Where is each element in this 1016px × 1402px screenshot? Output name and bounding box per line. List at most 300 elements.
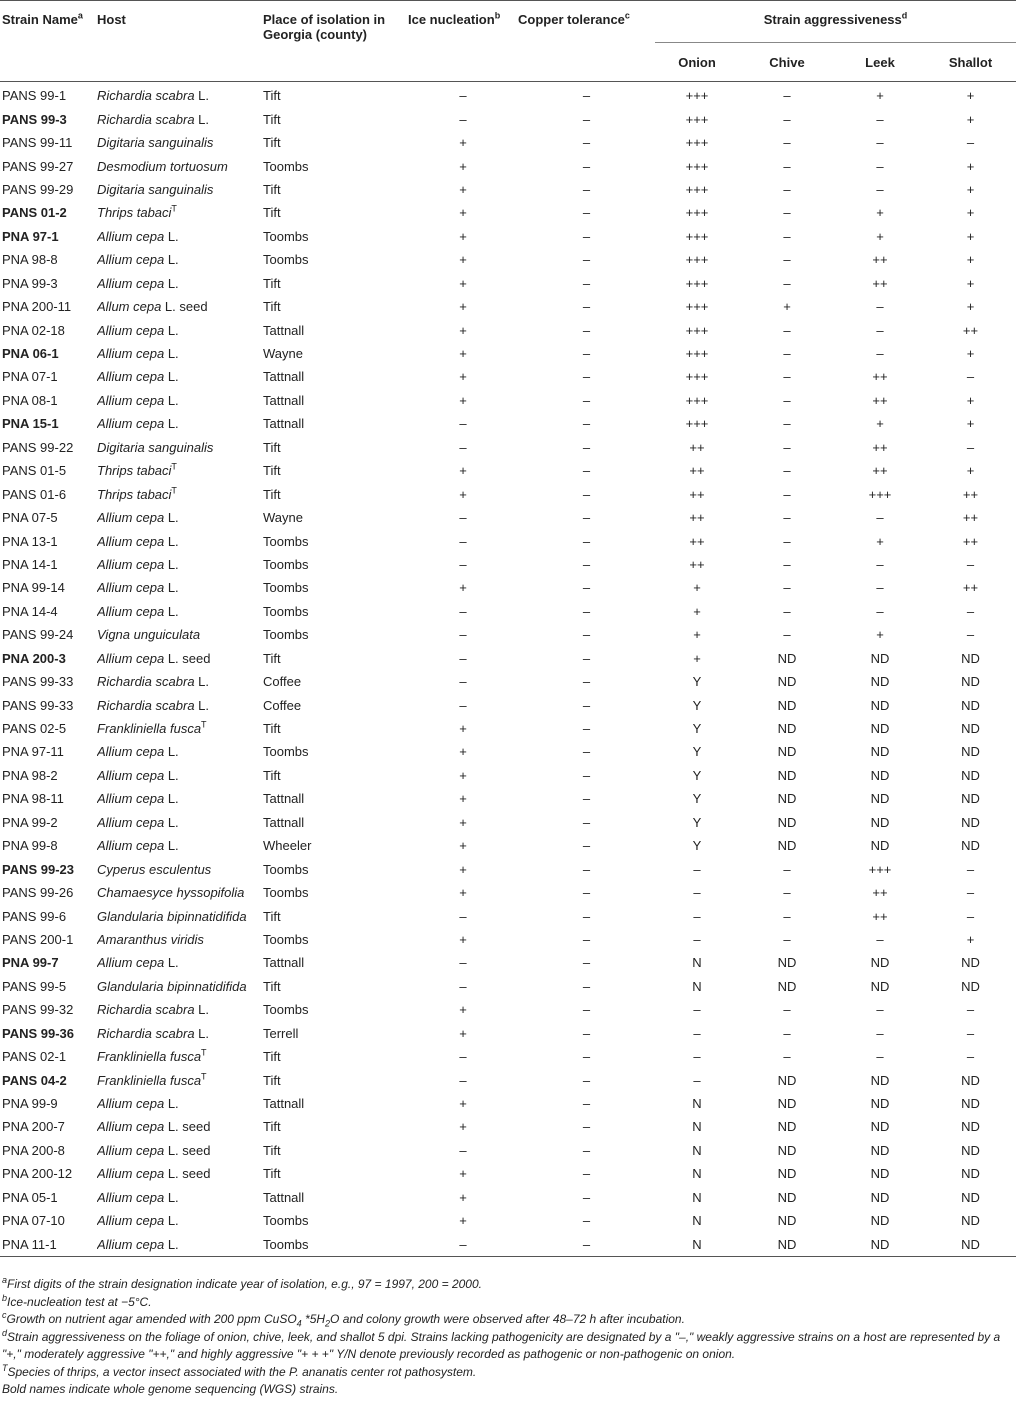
ice-nucleation-cell: + <box>459 1189 467 1205</box>
strain-name-cell: PNA 200-3 <box>2 650 66 666</box>
host-suffix: L. <box>164 533 179 549</box>
shallot-cell: ND <box>961 1213 980 1229</box>
copper-tolerance-cell: – <box>582 346 591 362</box>
host-suffix: L. seed <box>161 299 208 315</box>
shallot-cell: + <box>966 392 975 408</box>
strain-name-cell: PANS 99-11 <box>2 135 73 151</box>
chive-cell: – <box>783 580 791 596</box>
table-row <box>0 84 1016 107</box>
host-superscript: T <box>201 1071 207 1082</box>
ice-nucleation-cell: – <box>459 88 467 104</box>
leek-cell: ++ <box>872 885 888 901</box>
ice-nucleation-cell: + <box>459 1002 467 1018</box>
ice-nucleation-cell: – <box>459 1072 467 1088</box>
host-cell <box>97 576 263 599</box>
table-body <box>0 84 1016 1256</box>
ice-nucleation-cell: – <box>459 439 467 455</box>
host-cell <box>97 365 263 388</box>
shallot-cell: ND <box>961 1236 980 1252</box>
onion-cell: Y <box>692 721 702 737</box>
table-row <box>0 1022 1016 1045</box>
strain-name-cell: PNA 98-8 <box>2 252 58 268</box>
shallot-cell: – <box>966 908 975 924</box>
ice-nucleation-cell: – <box>459 650 467 666</box>
leek-cell: + <box>876 627 884 643</box>
host-species: Richardia scabra <box>97 111 195 127</box>
onion-cell: +++ <box>685 369 709 385</box>
onion-cell: – <box>693 1025 701 1041</box>
host-species: Desmodium tortuosum <box>97 158 228 174</box>
place-cell: Coffee <box>263 697 302 713</box>
place-cell: Tift <box>263 299 281 315</box>
chive-cell: ND <box>777 978 797 994</box>
onion-cell: +++ <box>685 205 709 221</box>
strain-name-cell: PNA 07-5 <box>2 510 58 526</box>
place-cell: Wheeler <box>263 838 312 854</box>
copper-tolerance-cell: – <box>582 439 591 455</box>
shallot-cell: + <box>966 181 975 197</box>
table-row <box>0 131 1016 154</box>
copper-tolerance-cell: – <box>582 556 591 572</box>
place-cell: Toombs <box>263 556 309 572</box>
chive-cell: ND <box>777 955 797 971</box>
ice-nucleation-cell: + <box>459 158 467 174</box>
ice-nucleation-cell: + <box>459 721 467 737</box>
shallot-cell: ND <box>961 1142 980 1158</box>
host-cell <box>97 881 263 904</box>
table-row <box>0 154 1016 177</box>
copper-tolerance-cell: – <box>582 955 591 971</box>
host-species: Allium cepa <box>97 392 165 408</box>
host-cell <box>97 1139 263 1162</box>
onion-cell: + <box>693 603 701 619</box>
shallot-cell: ++ <box>962 322 979 338</box>
table-row <box>0 107 1016 130</box>
onion-cell: Y <box>692 814 702 830</box>
host-suffix: L. <box>194 697 210 713</box>
leek-cell: ND <box>870 1166 890 1182</box>
host-species: Allium cepa <box>97 814 165 830</box>
header-host: Host <box>97 1 263 82</box>
shallot-cell: + <box>966 252 975 268</box>
place-cell: Coffee <box>263 674 302 690</box>
leek-cell: ND <box>870 767 890 783</box>
chive-cell: – <box>783 885 791 901</box>
chive-cell: – <box>783 627 791 643</box>
place-cell: Tift <box>263 1119 281 1135</box>
onion-cell: N <box>692 1236 702 1252</box>
strain-name-cell: PNA 99-8 <box>2 838 58 854</box>
onion-cell: ++ <box>689 463 705 479</box>
host-suffix: L. <box>194 1025 210 1041</box>
table-row <box>0 998 1016 1021</box>
leek-cell: ND <box>870 674 890 690</box>
chive-cell: – <box>783 111 791 127</box>
ice-nucleation-cell: + <box>459 252 467 268</box>
strain-name-cell: PNA 99-2 <box>2 814 58 830</box>
host-cell <box>97 131 263 154</box>
host-cell <box>97 482 263 505</box>
shallot-cell: – <box>966 885 975 901</box>
ice-nucleation-cell: + <box>459 275 467 291</box>
chive-cell: – <box>783 931 791 947</box>
host-suffix: L. <box>164 1213 179 1229</box>
shallot-cell: + <box>966 416 975 432</box>
leek-cell: + <box>876 533 884 549</box>
shallot-cell: ND <box>961 814 980 830</box>
onion-cell: +++ <box>685 322 709 338</box>
host-suffix: L. <box>164 252 179 268</box>
shallot-cell: – <box>966 556 975 572</box>
chive-cell: – <box>783 603 791 619</box>
onion-cell: – <box>693 861 701 877</box>
host-suffix: L. <box>194 88 210 104</box>
header-chive: Chive <box>769 54 805 70</box>
leek-cell: ND <box>870 791 890 807</box>
host-species: Allium cepa <box>97 533 165 549</box>
chive-cell: – <box>783 228 791 244</box>
copper-tolerance-cell: – <box>582 486 591 502</box>
onion-cell: ++ <box>689 556 705 572</box>
host-species: Allium cepa <box>97 1142 165 1158</box>
leek-cell: – <box>876 931 884 947</box>
host-cell <box>97 600 263 623</box>
place-cell: Terrell <box>263 1025 299 1041</box>
host-suffix: L. <box>164 603 179 619</box>
shallot-cell: ND <box>961 978 980 994</box>
host-cell <box>97 1068 263 1091</box>
shallot-cell: + <box>966 111 975 127</box>
place-cell: Tift <box>263 978 281 994</box>
ice-nucleation-cell: – <box>459 416 467 432</box>
shallot-cell: ND <box>961 1119 980 1135</box>
host-species: Allium cepa <box>97 603 165 619</box>
leek-cell: ND <box>870 978 890 994</box>
table-row <box>0 928 1016 951</box>
table-row <box>0 623 1016 646</box>
host-cell <box>97 1209 263 1232</box>
table-row <box>0 693 1016 716</box>
host-species: Chamaesyce hyssopifolia <box>97 885 245 901</box>
place-cell: Toombs <box>263 931 309 947</box>
host-suffix: L. <box>164 556 179 572</box>
table-row <box>0 787 1016 810</box>
leek-cell: – <box>876 580 884 596</box>
onion-cell: N <box>692 1096 702 1112</box>
host-suffix: L. <box>164 416 179 432</box>
shallot-cell: ND <box>961 1166 980 1182</box>
shallot-cell: + <box>966 463 975 479</box>
host-suffix: L. <box>164 392 179 408</box>
host-cell <box>97 225 263 248</box>
ice-nucleation-cell: + <box>459 463 467 479</box>
copper-tolerance-cell: – <box>582 1002 591 1018</box>
table-row <box>0 178 1016 201</box>
place-cell: Tift <box>263 205 281 221</box>
shallot-cell: ND <box>961 838 980 854</box>
onion-cell: – <box>693 908 701 924</box>
host-cell <box>97 178 263 201</box>
table-row <box>0 600 1016 623</box>
host-species: Allium cepa <box>97 1096 165 1112</box>
table-row <box>0 459 1016 482</box>
table-row <box>0 529 1016 552</box>
leek-cell: ++ <box>872 439 888 455</box>
host-cell <box>97 412 263 435</box>
strain-name-cell: PANS 04-2 <box>2 1072 67 1088</box>
ice-nucleation-cell: + <box>459 1119 467 1135</box>
chive-cell: ND <box>777 744 797 760</box>
strain-name-cell: PNA 99-7 <box>2 955 59 971</box>
place-cell: Tattnall <box>263 392 305 408</box>
host-cell <box>97 717 263 740</box>
leek-cell: ++ <box>872 252 888 268</box>
shallot-cell: ND <box>961 955 980 971</box>
chive-cell: ND <box>777 1189 797 1205</box>
copper-tolerance-cell: – <box>582 1142 591 1158</box>
host-superscript: T <box>171 485 177 496</box>
chive-cell: ND <box>777 721 797 737</box>
host-suffix: L. seed <box>164 1166 211 1182</box>
chive-cell: ND <box>777 1236 797 1252</box>
table-row <box>0 1068 1016 1091</box>
leek-cell: +++ <box>868 486 892 502</box>
table-row <box>0 272 1016 295</box>
table-row <box>0 506 1016 529</box>
host-species: Vigna unguiculata <box>97 627 201 643</box>
host-cell <box>97 1186 263 1209</box>
place-cell: Tift <box>263 767 281 783</box>
table-row <box>0 975 1016 998</box>
onion-cell: N <box>692 978 702 994</box>
copper-tolerance-cell: – <box>582 1119 591 1135</box>
strain-name-cell: PANS 99-24 <box>2 627 74 643</box>
host-species: Frankliniella fusca <box>97 1072 202 1088</box>
table-row <box>0 365 1016 388</box>
ice-nucleation-cell: + <box>459 346 467 362</box>
shallot-cell: ++ <box>962 486 979 502</box>
place-cell: Tift <box>263 908 281 924</box>
onion-cell: Y <box>692 744 702 760</box>
shallot-cell: + <box>966 931 975 947</box>
copper-tolerance-cell: – <box>582 416 591 432</box>
chive-cell: – <box>783 322 791 338</box>
footnote-d: $^d$Strain aggressiveness on the foliage of onion, chive, leek, and shallot 5 dpi. Strains lacking pathogenicity are designated by a "–," weakly aggressive strains on a host are represented by a "+," moderately aggressive "++," and highly aggressive "+ + +" Y/N denote previously recorded as pathogenic or non-pathogenic on onion. <box>2 1327 1001 1361</box>
host-superscript: T <box>171 461 177 472</box>
shallot-cell: – <box>966 861 975 877</box>
place-cell: Tift <box>263 135 281 151</box>
copper-tolerance-cell: – <box>582 674 591 690</box>
onion-cell: Y <box>692 674 702 690</box>
host-cell <box>97 975 263 998</box>
table-row <box>0 834 1016 857</box>
host-cell <box>97 764 263 787</box>
strain-name-cell: PANS 02-5 <box>2 721 67 737</box>
host-superscript: T <box>201 719 207 730</box>
copper-tolerance-cell: – <box>582 158 591 174</box>
host-species: Allium cepa <box>97 1213 165 1229</box>
copper-tolerance-cell: – <box>582 908 591 924</box>
onion-cell: ++ <box>689 486 705 502</box>
host-species: Allium cepa <box>97 1189 165 1205</box>
leek-cell: – <box>876 135 884 151</box>
table-row <box>0 412 1016 435</box>
strain-name-cell: PANS 99-3 <box>2 111 67 127</box>
table-row <box>0 1162 1016 1185</box>
place-cell: Tattnall <box>263 322 305 338</box>
host-species: Allium cepa <box>97 1119 165 1135</box>
onion-cell: – <box>693 1072 701 1088</box>
ice-nucleation-cell: + <box>459 486 467 502</box>
host-cell <box>97 951 263 974</box>
strain-name-cell: PANS 01-5 <box>2 463 67 479</box>
leek-cell: + <box>876 228 884 244</box>
place-cell: Toombs <box>263 627 309 643</box>
leek-cell: ++ <box>872 275 888 291</box>
copper-tolerance-cell: – <box>582 650 591 666</box>
table-row <box>0 857 1016 880</box>
place-cell: Tift <box>263 1072 281 1088</box>
ice-nucleation-cell: – <box>459 908 467 924</box>
place-cell: Toombs <box>263 580 309 596</box>
copper-tolerance-cell: – <box>582 392 591 408</box>
host-species: Thrips tabaci <box>97 463 172 479</box>
ice-nucleation-cell: + <box>459 885 467 901</box>
host-suffix: L. <box>164 580 179 596</box>
place-cell: Tift <box>263 1142 281 1158</box>
ice-nucleation-cell: – <box>459 1236 467 1252</box>
chive-cell: ND <box>777 1096 797 1112</box>
host-cell <box>97 787 263 810</box>
strain-name-cell: PANS 99-29 <box>2 181 74 197</box>
host-suffix: L. <box>164 510 179 526</box>
place-cell: Toombs <box>263 861 309 877</box>
place-cell: Tift <box>263 181 281 197</box>
host-suffix: L. <box>164 838 179 854</box>
ice-nucleation-cell: + <box>459 791 467 807</box>
copper-tolerance-cell: – <box>582 603 591 619</box>
host-suffix: L. <box>164 275 179 291</box>
leek-cell: ND <box>870 744 890 760</box>
shallot-cell: ++ <box>962 533 979 549</box>
host-species: Glandularia bipinnatidifida <box>97 908 247 924</box>
ice-nucleation-cell: + <box>459 838 467 854</box>
shallot-cell: + <box>966 299 975 315</box>
strain-name-cell: PNA 05-1 <box>2 1189 58 1205</box>
shallot-cell: ++ <box>962 510 979 526</box>
host-cell <box>97 670 263 693</box>
host-cell <box>97 623 263 646</box>
footnote-bold: Bold names indicate whole genome sequencing (WGS) strains. <box>2 1382 339 1396</box>
host-species: Allium cepa <box>97 252 165 268</box>
host-species: Allium cepa <box>97 744 165 760</box>
strain-name-cell: PNA 99-9 <box>2 1096 58 1112</box>
host-species: Allium cepa <box>97 228 165 244</box>
table-row <box>0 904 1016 927</box>
copper-tolerance-cell: – <box>582 838 591 854</box>
shallot-cell: ND <box>961 791 980 807</box>
host-suffix: L. <box>164 369 179 385</box>
host-suffix: L. seed <box>164 650 211 666</box>
place-cell: Tift <box>263 88 281 104</box>
leek-cell: ND <box>870 1119 890 1135</box>
place-cell: Toombs <box>263 1002 309 1018</box>
place-cell: Toombs <box>263 158 309 174</box>
host-species: Allium cepa <box>97 510 165 526</box>
place-cell: Tift <box>263 111 281 127</box>
chive-cell: – <box>783 416 791 432</box>
table-row <box>0 647 1016 670</box>
host-species: Allium cepa <box>97 1236 165 1252</box>
chive-cell: ND <box>777 674 797 690</box>
onion-cell: +++ <box>685 88 709 104</box>
table-row <box>0 951 1016 974</box>
place-cell: Toombs <box>263 744 309 760</box>
copper-tolerance-cell: – <box>582 1096 591 1112</box>
chive-cell: – <box>783 1049 791 1065</box>
copper-tolerance-cell: – <box>582 369 591 385</box>
leek-cell: ++ <box>872 392 888 408</box>
copper-tolerance-cell: – <box>582 252 591 268</box>
leek-cell: ND <box>870 697 890 713</box>
strain-name-cell: PNA 200-7 <box>2 1119 65 1135</box>
onion-cell: +++ <box>685 135 709 151</box>
table-row <box>0 318 1016 341</box>
chive-cell: ND <box>777 791 797 807</box>
place-cell: Toombs <box>263 252 309 268</box>
onion-cell: +++ <box>685 111 709 127</box>
onion-cell: – <box>693 1002 701 1018</box>
host-suffix: L. <box>164 955 179 971</box>
header-shallot: Shallot <box>948 54 993 70</box>
place-cell: Tattnall <box>263 416 305 432</box>
ice-nucleation-cell: + <box>459 580 467 596</box>
host-cell <box>97 740 263 763</box>
shallot-cell: – <box>966 603 975 619</box>
place-cell: Toombs <box>263 1213 309 1229</box>
host-cell <box>97 107 263 130</box>
place-cell: Tattnall <box>263 1189 305 1205</box>
host-species: Frankliniella fusca <box>97 1049 202 1065</box>
place-cell: Toombs <box>263 533 309 549</box>
table-row <box>0 764 1016 787</box>
host-species: Richardia scabra <box>97 674 195 690</box>
table-row <box>0 811 1016 834</box>
strain-name-cell: PANS 99-1 <box>2 88 67 104</box>
ice-nucleation-cell: + <box>459 369 467 385</box>
leek-cell: + <box>876 416 884 432</box>
leek-cell: – <box>876 1049 884 1065</box>
shallot-cell: + <box>966 275 975 291</box>
footnotes <box>2 1276 1014 1399</box>
copper-tolerance-cell: – <box>582 228 591 244</box>
strain-name-cell: PNA 07-10 <box>2 1213 65 1229</box>
ice-nucleation-cell: – <box>459 111 467 127</box>
strain-name-cell: PNA 98-11 <box>2 791 64 807</box>
ice-nucleation-cell: + <box>459 299 467 315</box>
leek-cell: +++ <box>868 861 892 877</box>
host-species: Allium cepa <box>97 275 165 291</box>
shallot-cell: + <box>966 346 975 362</box>
shallot-cell: ND <box>961 1189 980 1205</box>
strain-name-cell: PNA 02-18 <box>2 322 65 338</box>
host-species: Allum cepa <box>97 299 162 315</box>
place-cell: Tift <box>263 439 281 455</box>
strain-name-cell: PNA 08-1 <box>2 392 58 408</box>
table-row <box>0 389 1016 412</box>
onion-cell: + <box>693 580 701 596</box>
host-species: Thrips tabaci <box>97 486 172 502</box>
